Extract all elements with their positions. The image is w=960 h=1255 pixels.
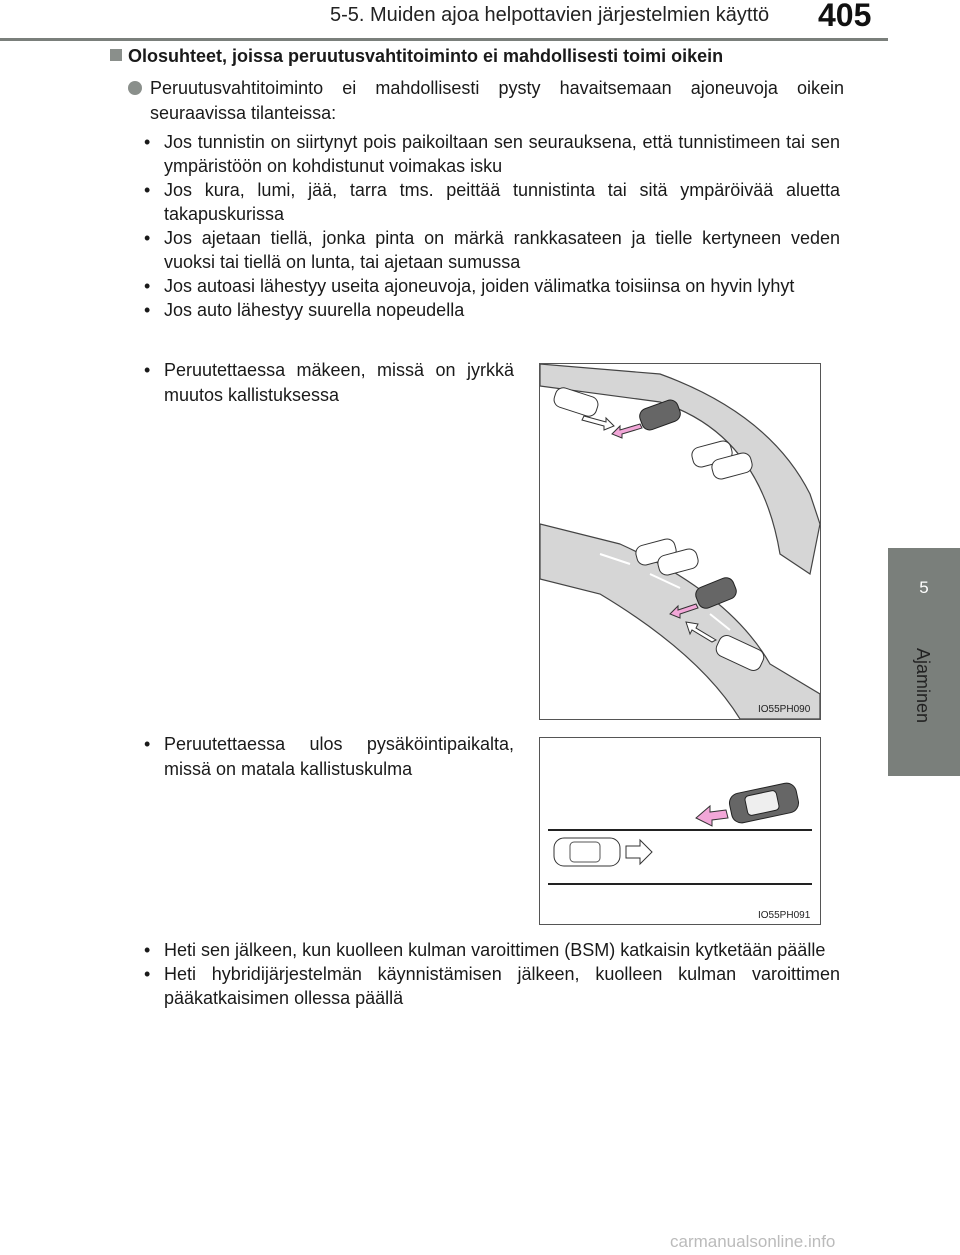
parking-reversing-illustration	[539, 737, 821, 925]
figure1-caption: • Peruutettaessa mäkeen, missä on jyrkkä muutos kallistuksessa	[144, 358, 514, 408]
hill-reversing-illustration	[539, 363, 821, 720]
circle-bullet-icon	[128, 81, 142, 95]
figure1-code: IO55PH090	[758, 704, 811, 715]
pink-arrow-icon	[696, 806, 728, 826]
header-rule	[0, 38, 888, 41]
intro-paragraph	[128, 76, 844, 126]
list-item: • Heti hybridijärjestelmän käynnistämisen jälkeen, kuolleen kulman varoittimen pääkatkaisimen ollessa päällä	[144, 962, 840, 1010]
car-icon	[728, 781, 801, 824]
arrow-icon	[626, 840, 652, 864]
car-icon	[554, 838, 620, 866]
watermark: carmanualsonline.info	[670, 1232, 836, 1251]
section-heading-text: Olosuhteet, joissa peruutusvahtitoiminto ei mahdollisesti toimi oikein	[128, 46, 724, 66]
car-icon	[693, 575, 738, 610]
list-item: • Jos auto lähestyy suurella nopeudella	[144, 298, 840, 322]
list-item: • Jos autoasi lähestyy useita ajoneuvoja, joiden välimatka toisiinsa on hyvin lyhyt	[144, 274, 840, 298]
chapter-tab-number: 5	[888, 548, 960, 636]
figure2-caption: • Peruutettaessa ulos pysäköintipaikalta, missä on matala kallistuskulma	[144, 732, 514, 782]
list-item: • Jos tunnistin on siirtynyt pois paikoiltaan sen seurauksena, että tunnistimeen tai sen ympäristöön on kohdistunut voimakas isku	[144, 130, 840, 178]
chapter-title: Ajaminen	[913, 648, 933, 724]
figure2-code: IO55PH091	[758, 910, 811, 921]
list-item: • Heti sen jälkeen, kun kuolleen kulman varoittimen (BSM) katkaisin kytketään päälle	[144, 938, 840, 962]
car-icon	[637, 398, 682, 432]
section-heading	[110, 46, 840, 67]
parking-svg	[540, 738, 820, 924]
condition-list-top	[144, 130, 840, 322]
hill-road-svg	[540, 364, 820, 719]
list-item: • Jos ajetaan tiellä, jonka pinta on märkä rankkasateen ja tielle kertyneen veden vuoksi tai tiellä on lunta, tai ajetaan sumussa	[144, 226, 840, 274]
chapter-tab-label	[888, 636, 960, 776]
running-header: 5-5. Muiden ajoa helpottavien järjestelmien käyttö	[330, 4, 770, 26]
intro-text: Peruutusvahtitoiminto ei mahdollisesti pysty havaitsemaan ajoneuvoja oikein seuraavissa tilanteissa:	[150, 78, 844, 123]
arrow-icon	[582, 416, 614, 430]
list-item: • Jos kura, lumi, jää, tarra tms. peittää tunnistinta tai sitä ympäröivää aluetta takapuskurissa	[144, 178, 840, 226]
condition-list-bottom	[144, 938, 840, 1010]
square-bullet-icon	[110, 49, 122, 61]
pink-arrow-icon	[612, 424, 642, 438]
page-number: 405	[818, 0, 872, 33]
